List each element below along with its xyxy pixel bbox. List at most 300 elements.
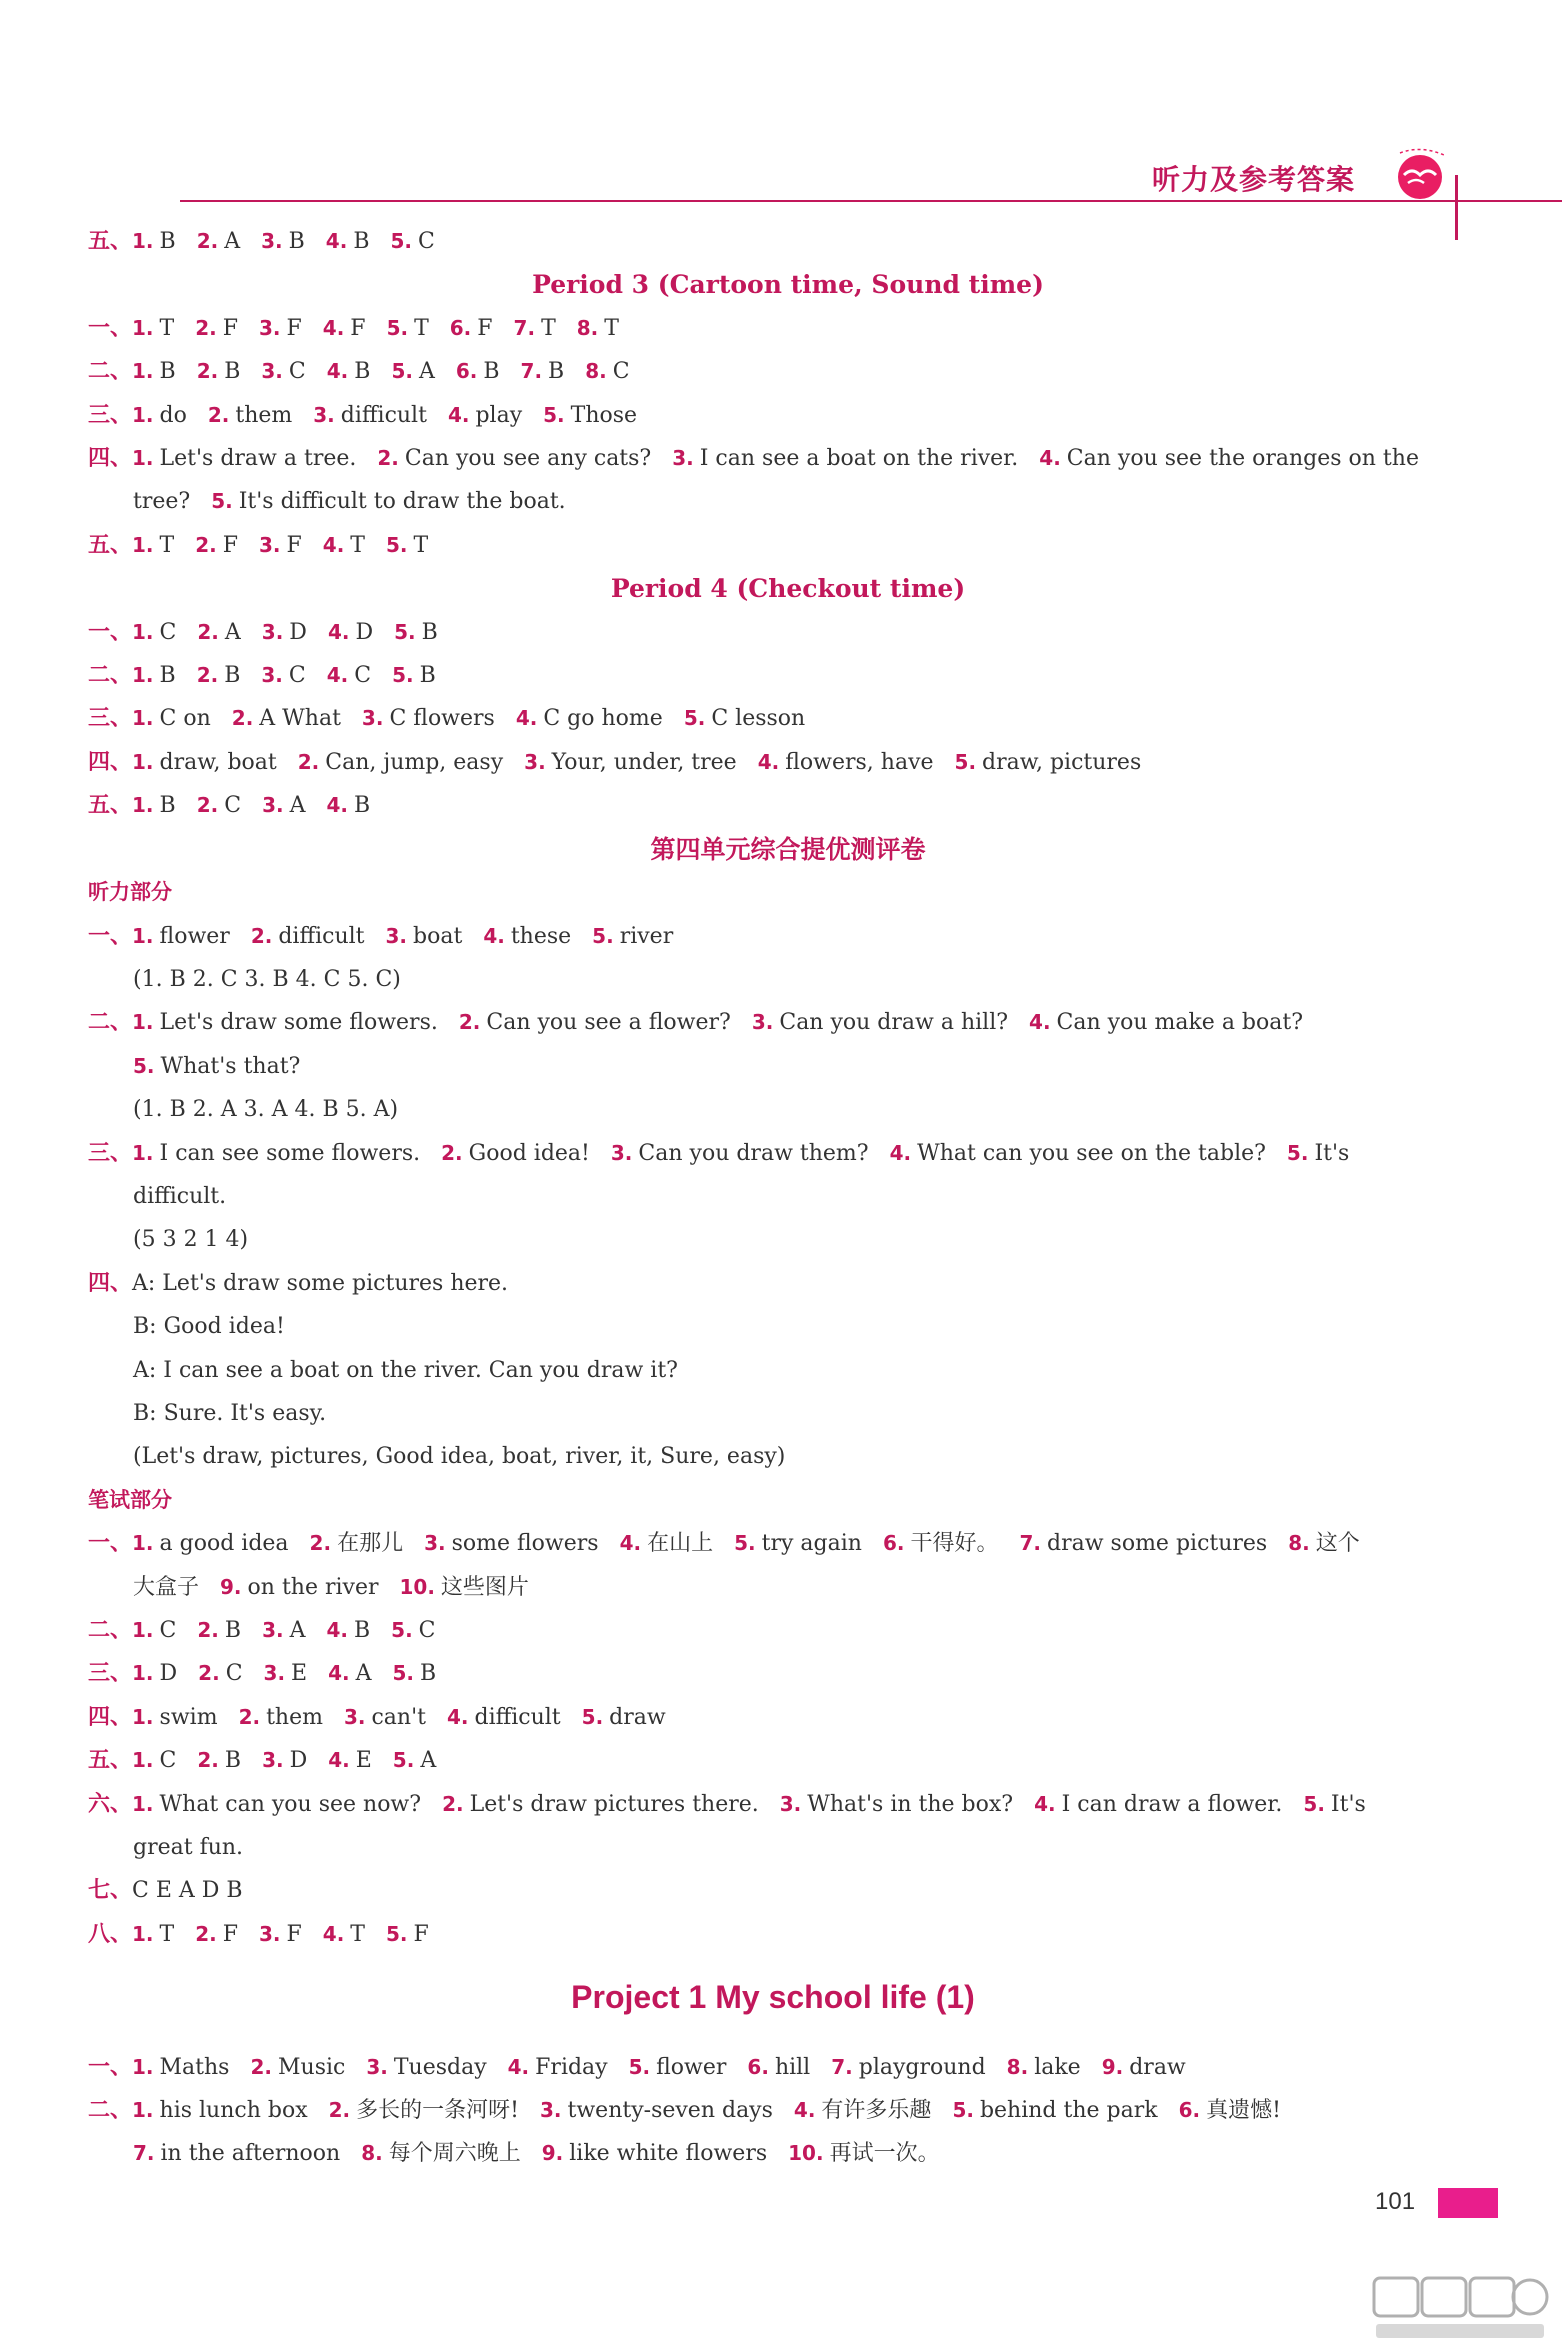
answer-text: T	[159, 532, 175, 558]
question-prefix: 五、	[88, 532, 133, 558]
answer-text: Let's draw a tree.	[159, 446, 357, 472]
answer-text: boat	[413, 923, 463, 949]
question-prefix: 四、	[88, 1270, 133, 1296]
answer-text: tree?	[133, 489, 191, 515]
answer-text: T	[604, 315, 619, 341]
answer-content	[88, 220, 1448, 2176]
answer-text: What can you see now?	[159, 1791, 422, 1817]
answer-text: Friday	[535, 2054, 608, 2080]
answer-text: Good idea!	[468, 1140, 590, 1166]
answer-text: (1. B 2. A 3. A 4. B 5. A)	[133, 1097, 399, 1123]
item-number: 9.	[541, 2141, 564, 2166]
answer-line	[88, 1088, 1448, 1131]
answer-text: behind the park	[979, 2098, 1158, 2124]
question-prefix: 二、	[88, 359, 133, 385]
answer-text: F	[222, 315, 238, 341]
answer-text: them	[235, 402, 293, 428]
answer-text: (1. B 2. C 3. B 4. C 5. C)	[133, 966, 401, 992]
answer-text: 再试一次。	[829, 2141, 940, 2167]
answer-text: some flowers	[451, 1531, 599, 1557]
item-number: 1.	[132, 923, 154, 948]
answer-text: B	[224, 1618, 242, 1643]
answer-text: C	[418, 1618, 436, 1643]
answer-text: A	[224, 229, 241, 254]
item-number: 3.	[262, 1618, 284, 1642]
answer-text: F	[413, 1921, 429, 1947]
item-number: 2.	[238, 1704, 261, 1729]
answer-line	[88, 2046, 1448, 2089]
answer-text: C	[159, 1748, 177, 1774]
question-prefix: 一、	[88, 923, 133, 949]
item-number: 4.	[1039, 446, 1061, 471]
item-number: 3.	[262, 793, 284, 818]
item-number: 2.	[442, 1791, 464, 1816]
item-number: 9.	[1101, 2054, 1124, 2079]
answer-line	[88, 220, 1448, 263]
answer-text: F	[477, 315, 493, 341]
answer-text: these	[510, 923, 572, 949]
answer-text: F	[350, 315, 366, 341]
answer-line	[88, 1783, 1448, 1826]
answer-text: It's difficult to draw the boat.	[238, 489, 566, 515]
item-number: 2.	[441, 1140, 463, 1165]
answer-text: D	[355, 619, 374, 645]
item-number: 1.	[132, 1791, 154, 1816]
item-number: 6.	[882, 1531, 905, 1556]
answer-line	[88, 1175, 1448, 1218]
answer-text: hill	[774, 2054, 811, 2080]
answer-text: B: Sure. It's easy.	[133, 1400, 327, 1426]
item-number: 1.	[132, 2054, 154, 2079]
question-prefix: 一、	[88, 619, 133, 645]
item-number: 1.	[132, 1010, 154, 1035]
answer-text: his lunch box	[159, 2098, 308, 2124]
item-number: 3.	[261, 359, 283, 384]
answer-line	[88, 741, 1448, 784]
item-number: 8.	[576, 315, 599, 340]
answer-text: Can, jump, easy	[325, 749, 504, 775]
answer-text: B	[159, 229, 176, 254]
item-number: 2.	[196, 663, 219, 688]
item-number: 5.	[392, 1748, 415, 1773]
answer-line	[88, 1392, 1448, 1435]
question-prefix: 五、	[88, 793, 133, 819]
item-number: 3.	[539, 2098, 562, 2123]
question-prefix: 三、	[88, 1661, 133, 1687]
answer-text: lake	[1034, 2054, 1081, 2080]
answer-text: What can you see on the table?	[917, 1140, 1266, 1166]
item-number: 7.	[520, 359, 543, 384]
answer-text: B	[224, 1748, 242, 1774]
item-number: 2.	[196, 229, 219, 253]
answer-text: Your, under, tree	[551, 749, 737, 775]
answer-text: F	[286, 1921, 302, 1947]
answer-text: C	[225, 1661, 243, 1687]
answer-text: B	[421, 619, 438, 645]
item-number: 5.	[133, 1053, 155, 1078]
answer-text: 每个周六晚上	[388, 2141, 521, 2167]
item-number: 5.	[954, 749, 977, 774]
answer-text: B	[288, 229, 305, 254]
answer-text: A	[224, 619, 241, 645]
answer-text: What's that?	[160, 1053, 301, 1079]
answer-text: T	[541, 315, 556, 341]
answer-line	[88, 1652, 1448, 1695]
item-number: 2.	[195, 315, 217, 340]
item-number: 1.	[132, 1531, 154, 1556]
answer-text: C	[612, 359, 630, 385]
item-number: 2.	[458, 1010, 481, 1035]
question-prefix: 六、	[88, 1791, 133, 1817]
item-number: 9.	[220, 1574, 242, 1599]
item-number: 4.	[757, 749, 780, 774]
question-prefix: 三、	[88, 402, 133, 428]
item-number: 4.	[328, 1661, 350, 1686]
item-number: 4.	[889, 1140, 912, 1165]
item-number: 1.	[132, 663, 154, 688]
question-prefix: 四、	[88, 446, 133, 472]
item-number: 3.	[261, 229, 283, 253]
answer-text: great fun.	[133, 1835, 244, 1861]
item-number: 4.	[446, 1704, 469, 1729]
bird-logo-icon	[1390, 145, 1452, 203]
question-prefix: 五、	[88, 229, 133, 254]
answer-line	[88, 697, 1448, 740]
answer-text: T	[414, 315, 429, 341]
answer-line	[88, 654, 1448, 697]
item-number: 5.	[734, 1531, 756, 1556]
answer-text: 在那儿	[337, 1531, 404, 1557]
answer-text: 在山上	[647, 1531, 714, 1557]
item-number: 1.	[132, 315, 154, 340]
item-number: 3.	[610, 1140, 633, 1165]
sub-heading: 听力部分	[88, 880, 172, 905]
answer-line	[88, 1913, 1448, 1956]
item-number: 2.	[377, 446, 399, 471]
item-number: 4.	[793, 2098, 816, 2123]
item-number: 3.	[263, 1661, 286, 1686]
item-number: 3.	[424, 1531, 446, 1556]
item-number: 5.	[1286, 1140, 1309, 1165]
header-title: 听力及参考答案	[1152, 163, 1356, 196]
item-number: 5.	[581, 1704, 604, 1729]
item-number: 1.	[132, 229, 154, 253]
answer-text: difficult	[278, 923, 365, 949]
item-number: 3.	[361, 706, 384, 731]
answer-line	[88, 915, 1448, 958]
item-number: 2.	[195, 1921, 217, 1946]
item-number: 5.	[385, 1921, 408, 1946]
period-heading: Period 4 (Checkout time)	[610, 574, 966, 604]
answer-text: C lesson	[711, 706, 806, 732]
item-number: 4.	[322, 1921, 345, 1946]
answer-text: I can see some flowers.	[159, 1140, 421, 1166]
item-number: 4.	[507, 2054, 530, 2079]
item-number: 1.	[132, 446, 154, 471]
answer-text: do	[159, 402, 187, 428]
answer-text: A	[355, 1661, 372, 1687]
answer-text: C	[224, 793, 242, 819]
answer-text: C	[354, 663, 372, 689]
answer-text: T	[350, 1921, 365, 1947]
answer-text: draw, boat	[159, 749, 277, 775]
item-number: 4.	[327, 619, 350, 644]
item-number: 5.	[392, 1661, 415, 1686]
answer-text: A: Let's draw some pictures here.	[132, 1270, 509, 1296]
answer-text: Can you see any cats?	[404, 446, 652, 472]
answer-text: D	[159, 1661, 178, 1687]
answer-text: F	[286, 315, 302, 341]
section-heading: 第四单元综合提优测评卷	[650, 834, 926, 864]
answer-line	[88, 480, 1448, 523]
item-number: 2.	[231, 706, 254, 731]
answer-text: B	[159, 663, 176, 689]
answer-line	[88, 2132, 1448, 2175]
answer-line	[88, 1609, 1448, 1652]
answer-line	[88, 2089, 1448, 2132]
item-number: 6.	[1178, 2098, 1201, 2123]
item-number: 1.	[132, 359, 154, 384]
sub-heading: 笔试部分	[88, 1487, 172, 1512]
answer-line	[88, 1349, 1448, 1392]
item-number: 7.	[513, 315, 536, 340]
answer-text: B	[354, 359, 371, 385]
answer-text: difficult	[340, 402, 427, 428]
answer-line	[88, 1218, 1448, 1261]
item-number: 8.	[585, 359, 607, 384]
item-number: 3.	[779, 1791, 802, 1816]
answer-text: A What	[259, 706, 341, 732]
answer-text: Can you see the oranges on the	[1066, 446, 1419, 472]
item-number: 2.	[195, 532, 217, 557]
item-number: 4.	[1029, 1010, 1051, 1035]
answer-line	[88, 524, 1448, 567]
answer-text: difficult.	[133, 1183, 227, 1209]
answer-text: in the afternoon	[160, 2141, 341, 2167]
answer-text: (Let's draw, pictures, Good idea, boat, river, it, Sure, easy)	[133, 1444, 786, 1470]
answer-text: Tuesday	[393, 2054, 487, 2080]
item-number: 3.	[672, 446, 694, 471]
answer-line	[88, 350, 1448, 393]
answer-text: 这些图片	[440, 1574, 529, 1600]
answer-text: A: I can see a boat on the river. Can you draw it?	[133, 1357, 678, 1383]
question-prefix: 五、	[88, 1748, 133, 1774]
answer-text: T	[413, 532, 429, 558]
answer-text: flower	[656, 2054, 727, 2080]
answer-text: C	[159, 1618, 177, 1643]
answer-text: 这个	[1315, 1531, 1360, 1557]
answer-text: like white flowers	[569, 2141, 768, 2167]
question-prefix: 二、	[88, 2098, 133, 2124]
item-number: 1.	[132, 1748, 154, 1773]
answer-text: twenty-seven days	[567, 2098, 773, 2124]
question-prefix: 二、	[88, 1618, 133, 1643]
item-number: 4.	[328, 1748, 350, 1773]
answer-text: B	[159, 359, 176, 385]
item-number: 5.	[211, 489, 233, 514]
answer-line	[88, 307, 1448, 350]
item-number: 1.	[132, 532, 154, 557]
answer-text: river	[619, 923, 674, 949]
answer-text: C	[159, 619, 177, 645]
answer-text: B	[483, 359, 500, 385]
answer-text: B	[419, 663, 436, 689]
item-number: 4.	[619, 1531, 642, 1556]
question-prefix: 三、	[88, 706, 133, 732]
answer-text: flower	[159, 923, 230, 949]
answer-text: swim	[159, 1704, 218, 1730]
answer-text: D	[289, 1748, 308, 1774]
item-number: 3.	[524, 749, 546, 774]
item-number: 8.	[1006, 2054, 1029, 2079]
answer-text: play	[475, 402, 523, 428]
answer-line	[88, 784, 1448, 827]
answer-text: can't	[371, 1704, 426, 1730]
answer-text: on the river	[247, 1574, 379, 1600]
item-number: 3.	[259, 532, 281, 557]
item-number: 1.	[132, 793, 154, 818]
page-header	[0, 0, 1562, 250]
answer-text: B	[224, 359, 241, 385]
question-prefix: 二、	[88, 1010, 133, 1036]
item-number: 8.	[361, 2141, 383, 2166]
item-number: 3.	[261, 663, 283, 688]
answer-line	[88, 1869, 1448, 1912]
answer-line	[88, 958, 1448, 1001]
page-number: 101	[1375, 2188, 1416, 2215]
question-prefix: 八、	[88, 1921, 133, 1947]
answer-text: Let's draw some flowers.	[159, 1010, 438, 1036]
answer-line	[88, 1132, 1448, 1175]
answer-text: Let's draw pictures there.	[469, 1791, 759, 1817]
answer-text: difficult	[474, 1704, 561, 1730]
answer-text: (5 3 2 1 4)	[133, 1227, 249, 1253]
answer-text: Those	[570, 402, 638, 428]
item-number: 6.	[455, 359, 478, 384]
item-number: 5.	[592, 923, 614, 948]
answer-text: 真遗憾!	[1206, 2098, 1281, 2124]
answer-text: A	[418, 359, 435, 385]
item-number: 5.	[391, 359, 413, 384]
item-number: 5.	[683, 706, 706, 731]
item-number: 3.	[313, 402, 335, 427]
answer-line	[88, 1826, 1448, 1869]
answer-text: A	[420, 1748, 437, 1774]
item-number: 4.	[326, 663, 349, 688]
answer-line	[88, 1262, 1448, 1305]
answer-line	[88, 1435, 1448, 1478]
item-number: 2.	[196, 793, 219, 818]
answer-line	[88, 1045, 1448, 1088]
answer-text: F	[222, 532, 238, 558]
item-number: 5.	[390, 229, 412, 253]
item-number: 1.	[132, 1921, 154, 1946]
item-number: 4.	[483, 923, 505, 948]
item-number: 2.	[198, 1661, 220, 1686]
item-number: 1.	[132, 706, 154, 731]
answer-text: Can you draw a hill?	[779, 1010, 1009, 1036]
question-prefix: 四、	[88, 1704, 133, 1730]
item-number: 2.	[197, 1748, 219, 1773]
item-number: 5.	[1303, 1791, 1325, 1816]
answer-text: a good idea	[159, 1531, 289, 1557]
item-number: 4.	[326, 793, 348, 818]
item-number: 3.	[259, 1921, 281, 1946]
item-number: 5.	[628, 2054, 651, 2079]
item-number: 4.	[322, 315, 345, 340]
answer-text: C	[288, 359, 306, 385]
item-number: 10.	[399, 1574, 435, 1599]
answer-text: Can you see a flower?	[486, 1010, 731, 1036]
answer-text: Can you draw them?	[638, 1140, 869, 1166]
answer-text: E	[355, 1748, 372, 1774]
item-number: 4.	[326, 359, 349, 384]
answer-text: C on	[159, 706, 211, 732]
item-number: 5.	[385, 532, 408, 557]
item-number: 6.	[449, 315, 472, 340]
answer-text: 有许多乐趣	[821, 2098, 932, 2124]
item-number: 2.	[309, 1531, 332, 1556]
answer-text: C E A D B	[132, 1878, 243, 1904]
item-number: 1.	[132, 1661, 154, 1686]
answer-text: I can see a boat on the river.	[699, 446, 1019, 472]
answer-text: B	[159, 793, 176, 819]
item-number: 2.	[197, 1618, 219, 1642]
answer-text: C go home	[543, 706, 663, 732]
answer-line	[88, 1696, 1448, 1739]
answer-text: C flowers	[389, 706, 495, 732]
question-prefix: 一、	[88, 315, 133, 341]
item-number: 2.	[197, 619, 219, 644]
answer-text: draw	[1129, 2054, 1186, 2080]
item-number: 7.	[831, 2054, 853, 2079]
item-number: 1.	[132, 749, 154, 774]
item-number: 2.	[250, 2054, 272, 2079]
answer-line	[88, 1566, 1448, 1609]
item-number: 3.	[343, 1704, 366, 1729]
answer-text: It's	[1314, 1140, 1350, 1166]
answer-text: B	[420, 1661, 437, 1687]
answer-text: 大盒子	[133, 1574, 200, 1600]
answer-text: F	[222, 1921, 238, 1947]
answer-line	[88, 1001, 1448, 1044]
answer-text: E	[291, 1661, 308, 1687]
answer-text: It's	[1330, 1791, 1366, 1817]
answer-line	[88, 437, 1448, 480]
answer-text: Music	[278, 2054, 346, 2080]
item-number: 1.	[132, 1140, 154, 1165]
question-prefix: 一、	[88, 1531, 133, 1557]
answer-text: Can you make a boat?	[1056, 1010, 1304, 1036]
item-number: 4.	[322, 532, 345, 557]
item-number: 7.	[1019, 1531, 1041, 1556]
answer-line	[88, 394, 1448, 437]
answer-text: What's in the box?	[807, 1791, 1014, 1817]
answer-text: B	[224, 663, 241, 689]
period-heading: Period 3 (Cartoon time, Sound time)	[532, 270, 1044, 300]
answer-text: I can draw a flower.	[1061, 1791, 1283, 1817]
item-number: 5.	[952, 2098, 974, 2123]
item-number: 4.	[325, 229, 348, 253]
answer-text: B	[548, 359, 565, 385]
item-number: 7.	[133, 2141, 155, 2166]
answer-text: C	[418, 229, 435, 254]
answer-text: T	[350, 532, 365, 558]
item-number: 2.	[297, 749, 320, 774]
answer-line	[88, 611, 1448, 654]
header-rule	[180, 200, 1562, 202]
item-number: 3.	[259, 315, 281, 340]
